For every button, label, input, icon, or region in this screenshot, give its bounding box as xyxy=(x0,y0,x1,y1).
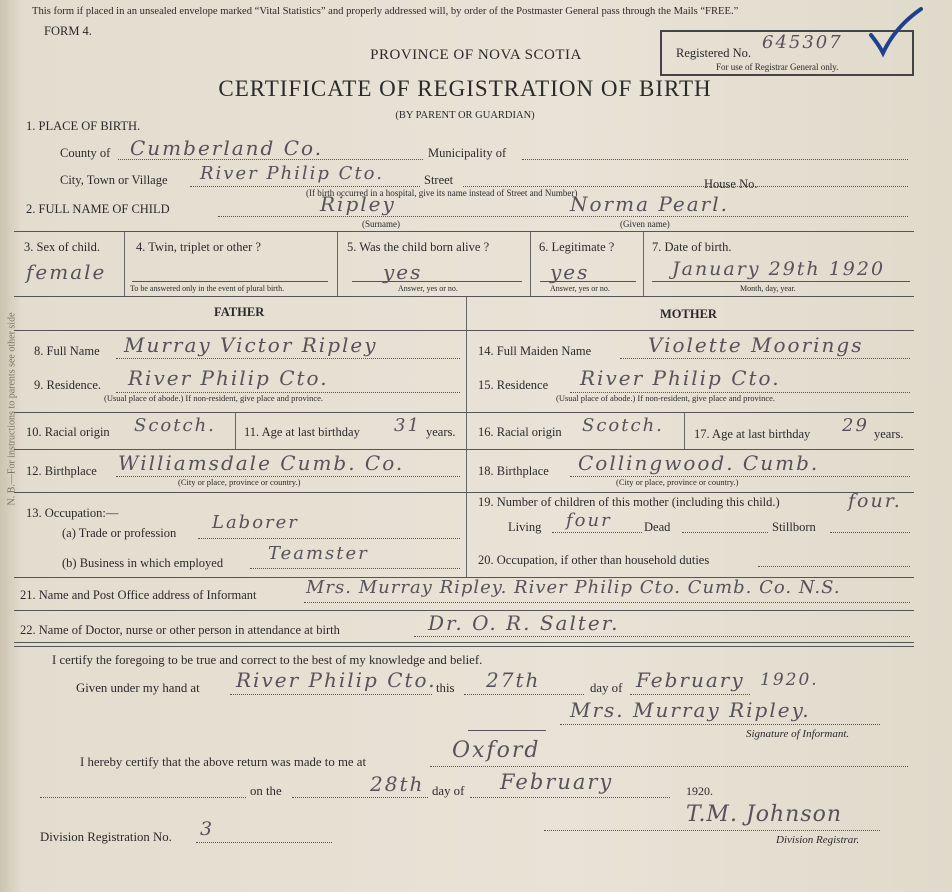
mother-residence: River Philip Cto. xyxy=(580,366,781,390)
living-label: Living xyxy=(508,520,542,534)
father-age-label: 11. Age at last birthday xyxy=(244,425,360,439)
division-line xyxy=(196,842,332,843)
divider xyxy=(466,492,914,493)
divider xyxy=(14,412,466,413)
day-of-label: day of xyxy=(590,681,623,695)
divider xyxy=(468,730,546,731)
mother-residence-label: 15. Residence xyxy=(478,378,549,392)
divider xyxy=(684,413,685,449)
registrar-day: 28th xyxy=(370,772,425,796)
alive-value: yes xyxy=(383,260,423,284)
given-place-line xyxy=(230,694,432,695)
divider xyxy=(643,232,644,296)
municipality-label: Municipality of xyxy=(428,146,507,160)
trade-line xyxy=(198,538,460,539)
county-value: Cumberland Co. xyxy=(130,136,324,160)
doctor-value: Dr. O. R. Salter. xyxy=(428,611,620,635)
living-line xyxy=(552,532,642,533)
twin-label: 4. Twin, triplet or other ? xyxy=(136,240,261,254)
father-trade: Laborer xyxy=(212,512,299,533)
registrar-place-line xyxy=(430,766,908,767)
father-business: Teamster xyxy=(268,543,369,564)
father-name-label: 8. Full Name xyxy=(34,344,100,358)
mother-race: Scotch. xyxy=(582,415,664,436)
given-month: February xyxy=(636,668,745,692)
informant-signature-line xyxy=(560,724,880,725)
margin-note: N. B.—For instructions to parents see other side xyxy=(6,312,18,506)
page-subtitle: (BY PARENT OR GUARDIAN) xyxy=(395,110,535,121)
given-day-line xyxy=(464,694,584,695)
city-label: City, Town or Village xyxy=(60,173,168,187)
mother-age: 29 xyxy=(842,415,869,436)
doctor-label: 22. Name of Doctor, nurse or other person in attendance at birth xyxy=(20,623,340,637)
registered-number: 645307 xyxy=(762,32,843,53)
mother-race-label: 16. Racial origin xyxy=(478,425,562,439)
registrar-month-line xyxy=(470,797,670,798)
registrar-month: February xyxy=(500,770,614,794)
given-day: 27th xyxy=(486,668,541,692)
legitimate-label: 6. Legitimate ? xyxy=(539,240,615,254)
form-number: FORM 4. xyxy=(44,24,92,38)
registrar-place: Oxford xyxy=(452,738,541,763)
registrar-day-of-label: day of xyxy=(432,784,465,798)
street-line xyxy=(463,186,908,187)
mother-residence-note: (Usual place of abode.) If non-resident, give place and province. xyxy=(556,393,776,403)
divider xyxy=(466,297,467,577)
informant-label: 21. Name and Post Office address of Informant xyxy=(20,588,257,602)
legitimate-note: Answer, yes or no. xyxy=(550,284,610,293)
business-line xyxy=(250,568,460,569)
doctor-line xyxy=(414,636,910,637)
divider xyxy=(530,232,531,296)
this-label: this xyxy=(436,681,455,695)
mother-heading: MOTHER xyxy=(660,307,717,321)
given-place: River Philip Cto. xyxy=(236,668,437,692)
place-of-birth-label: 1. PLACE OF BIRTH. xyxy=(26,119,141,133)
father-name-line xyxy=(116,358,460,359)
twin-note: To be answered only in the event of plural birth. xyxy=(130,284,285,293)
given-year: 1920. xyxy=(760,670,819,690)
date-note: Month, day, year. xyxy=(740,284,796,293)
children-count-label: 19. Number of children of this mother (including this child.) xyxy=(478,495,780,509)
child-given-name: Norma Pearl. xyxy=(570,192,729,216)
municipality-line xyxy=(522,159,908,160)
informant-line xyxy=(304,602,910,603)
registrar-blank-line xyxy=(40,797,246,798)
informant-value: Mrs. Murray Ripley. River Philip Cto. Cumb. Co. N.S. xyxy=(306,577,841,598)
house-label: House No. xyxy=(704,177,758,191)
mother-occupation-line xyxy=(758,566,910,567)
mother-birthplace-note: (City or place, province or country.) xyxy=(616,477,739,487)
father-residence-note: (Usual place of abode.) If non-resident, give place and province. xyxy=(104,393,324,403)
registrar-signature-caption: Division Registrar. xyxy=(776,834,860,846)
registrar-day-line xyxy=(292,797,428,798)
trade-label: (a) Trade or profession xyxy=(62,526,177,540)
divider xyxy=(337,232,338,296)
date-of-birth-label: 7. Date of birth. xyxy=(652,240,732,254)
registrar-signature: T.M. Johnson xyxy=(686,802,843,827)
father-race: Scotch. xyxy=(134,415,216,436)
alive-line xyxy=(352,281,522,282)
divider xyxy=(14,296,914,297)
certify-statement: I certify the foregoing to be true and correct to the best of my knowledge and belief. xyxy=(52,653,483,667)
divider xyxy=(466,449,914,450)
father-race-label: 10. Racial origin xyxy=(26,425,110,439)
child-name-line xyxy=(218,216,908,217)
divider xyxy=(14,231,914,232)
registrar-statement: I hereby certify that the above return was made to me at xyxy=(80,755,367,769)
mother-birthplace-label: 18. Birthplace xyxy=(478,464,549,478)
father-occupation-label: 13. Occupation:— xyxy=(26,506,119,520)
father-age-unit: years. xyxy=(426,425,456,439)
check-mark-icon xyxy=(865,5,925,60)
mother-age-label: 17. Age at last birthday xyxy=(694,427,811,441)
father-residence: River Philip Cto. xyxy=(128,366,329,390)
business-label: (b) Business in which employed xyxy=(62,556,224,570)
informant-signature: Mrs. Murray Ripley. xyxy=(570,698,811,722)
registered-label: Registered No. xyxy=(676,46,751,60)
children-count: four. xyxy=(848,490,902,512)
registrar-signature-line xyxy=(544,830,880,831)
divider xyxy=(466,412,914,413)
child-name-label: 2. FULL NAME OF CHILD xyxy=(26,202,170,216)
given-month-line xyxy=(630,694,750,695)
divider xyxy=(235,413,236,449)
given-label: Given under my hand at xyxy=(76,681,200,695)
province-heading: PROVINCE OF NOVA SCOTIA xyxy=(370,47,582,63)
divider xyxy=(14,642,914,647)
given-caption: (Given name) xyxy=(620,219,670,229)
mother-occupation-label: 20. Occupation, if other than household duties xyxy=(478,553,710,567)
surname-caption: (Surname) xyxy=(362,219,400,229)
city-value: River Philip Cto. xyxy=(200,163,384,184)
dead-label: Dead xyxy=(644,520,671,534)
father-residence-label: 9. Residence. xyxy=(34,378,101,392)
living-count: four xyxy=(566,510,612,531)
stillborn-label: Stillborn xyxy=(772,520,816,534)
legitimate-line xyxy=(540,281,636,282)
division-label: Division Registration No. xyxy=(40,830,172,844)
legitimate-value: yes xyxy=(550,260,590,284)
postal-notice: This form if placed in an unsealed envelope marked “Vital Statistics” and properly addressed will, by order of the Postmaster General pass through the Mails “FREE.” xyxy=(32,6,739,17)
mother-age-unit: years. xyxy=(874,427,904,441)
divider xyxy=(14,330,914,331)
divider xyxy=(14,492,466,493)
father-birthplace-note: (City or place, province or country.) xyxy=(178,477,301,487)
page-title: CERTIFICATE OF REGISTRATION OF BIRTH xyxy=(218,76,712,101)
city-line xyxy=(190,186,420,187)
registrar-year: 1920. xyxy=(686,784,713,798)
father-birthplace-label: 12. Birthplace xyxy=(26,464,97,478)
date-line xyxy=(652,281,910,282)
on-the-label: on the xyxy=(250,784,282,798)
mother-birthplace: Collingwood. Cumb. xyxy=(578,451,820,475)
division-number: 3 xyxy=(200,818,215,840)
sex-value: female xyxy=(26,260,107,284)
dead-line xyxy=(682,532,768,533)
father-name: Murray Victor Ripley xyxy=(124,333,378,357)
father-birthplace: Williamsdale Cumb. Co. xyxy=(118,451,405,475)
father-heading: FATHER xyxy=(214,305,265,319)
informant-signature-caption: Signature of Informant. xyxy=(746,728,850,740)
mother-name-line xyxy=(620,358,910,359)
mother-name: Violette Moorings xyxy=(648,333,864,357)
alive-label: 5. Was the child born alive ? xyxy=(347,240,490,254)
county-label: County of xyxy=(60,146,111,160)
mother-name-label: 14. Full Maiden Name xyxy=(478,344,592,358)
hospital-note: (If birth occurred in a hospital, give its name instead of Street and Number) xyxy=(306,188,578,198)
divider xyxy=(14,449,466,450)
sex-label: 3. Sex of child. xyxy=(24,240,101,254)
divider xyxy=(124,232,125,296)
registrar-use-note: For use of Registrar General only. xyxy=(716,62,839,72)
street-label: Street xyxy=(424,173,454,187)
child-surname: Ripley xyxy=(320,192,396,216)
father-age: 31 xyxy=(394,415,421,436)
alive-note: Answer, yes or no. xyxy=(398,284,458,293)
twin-line xyxy=(132,281,328,282)
date-of-birth-value: January 29th 1920 xyxy=(672,258,886,280)
stillborn-line xyxy=(830,532,910,533)
